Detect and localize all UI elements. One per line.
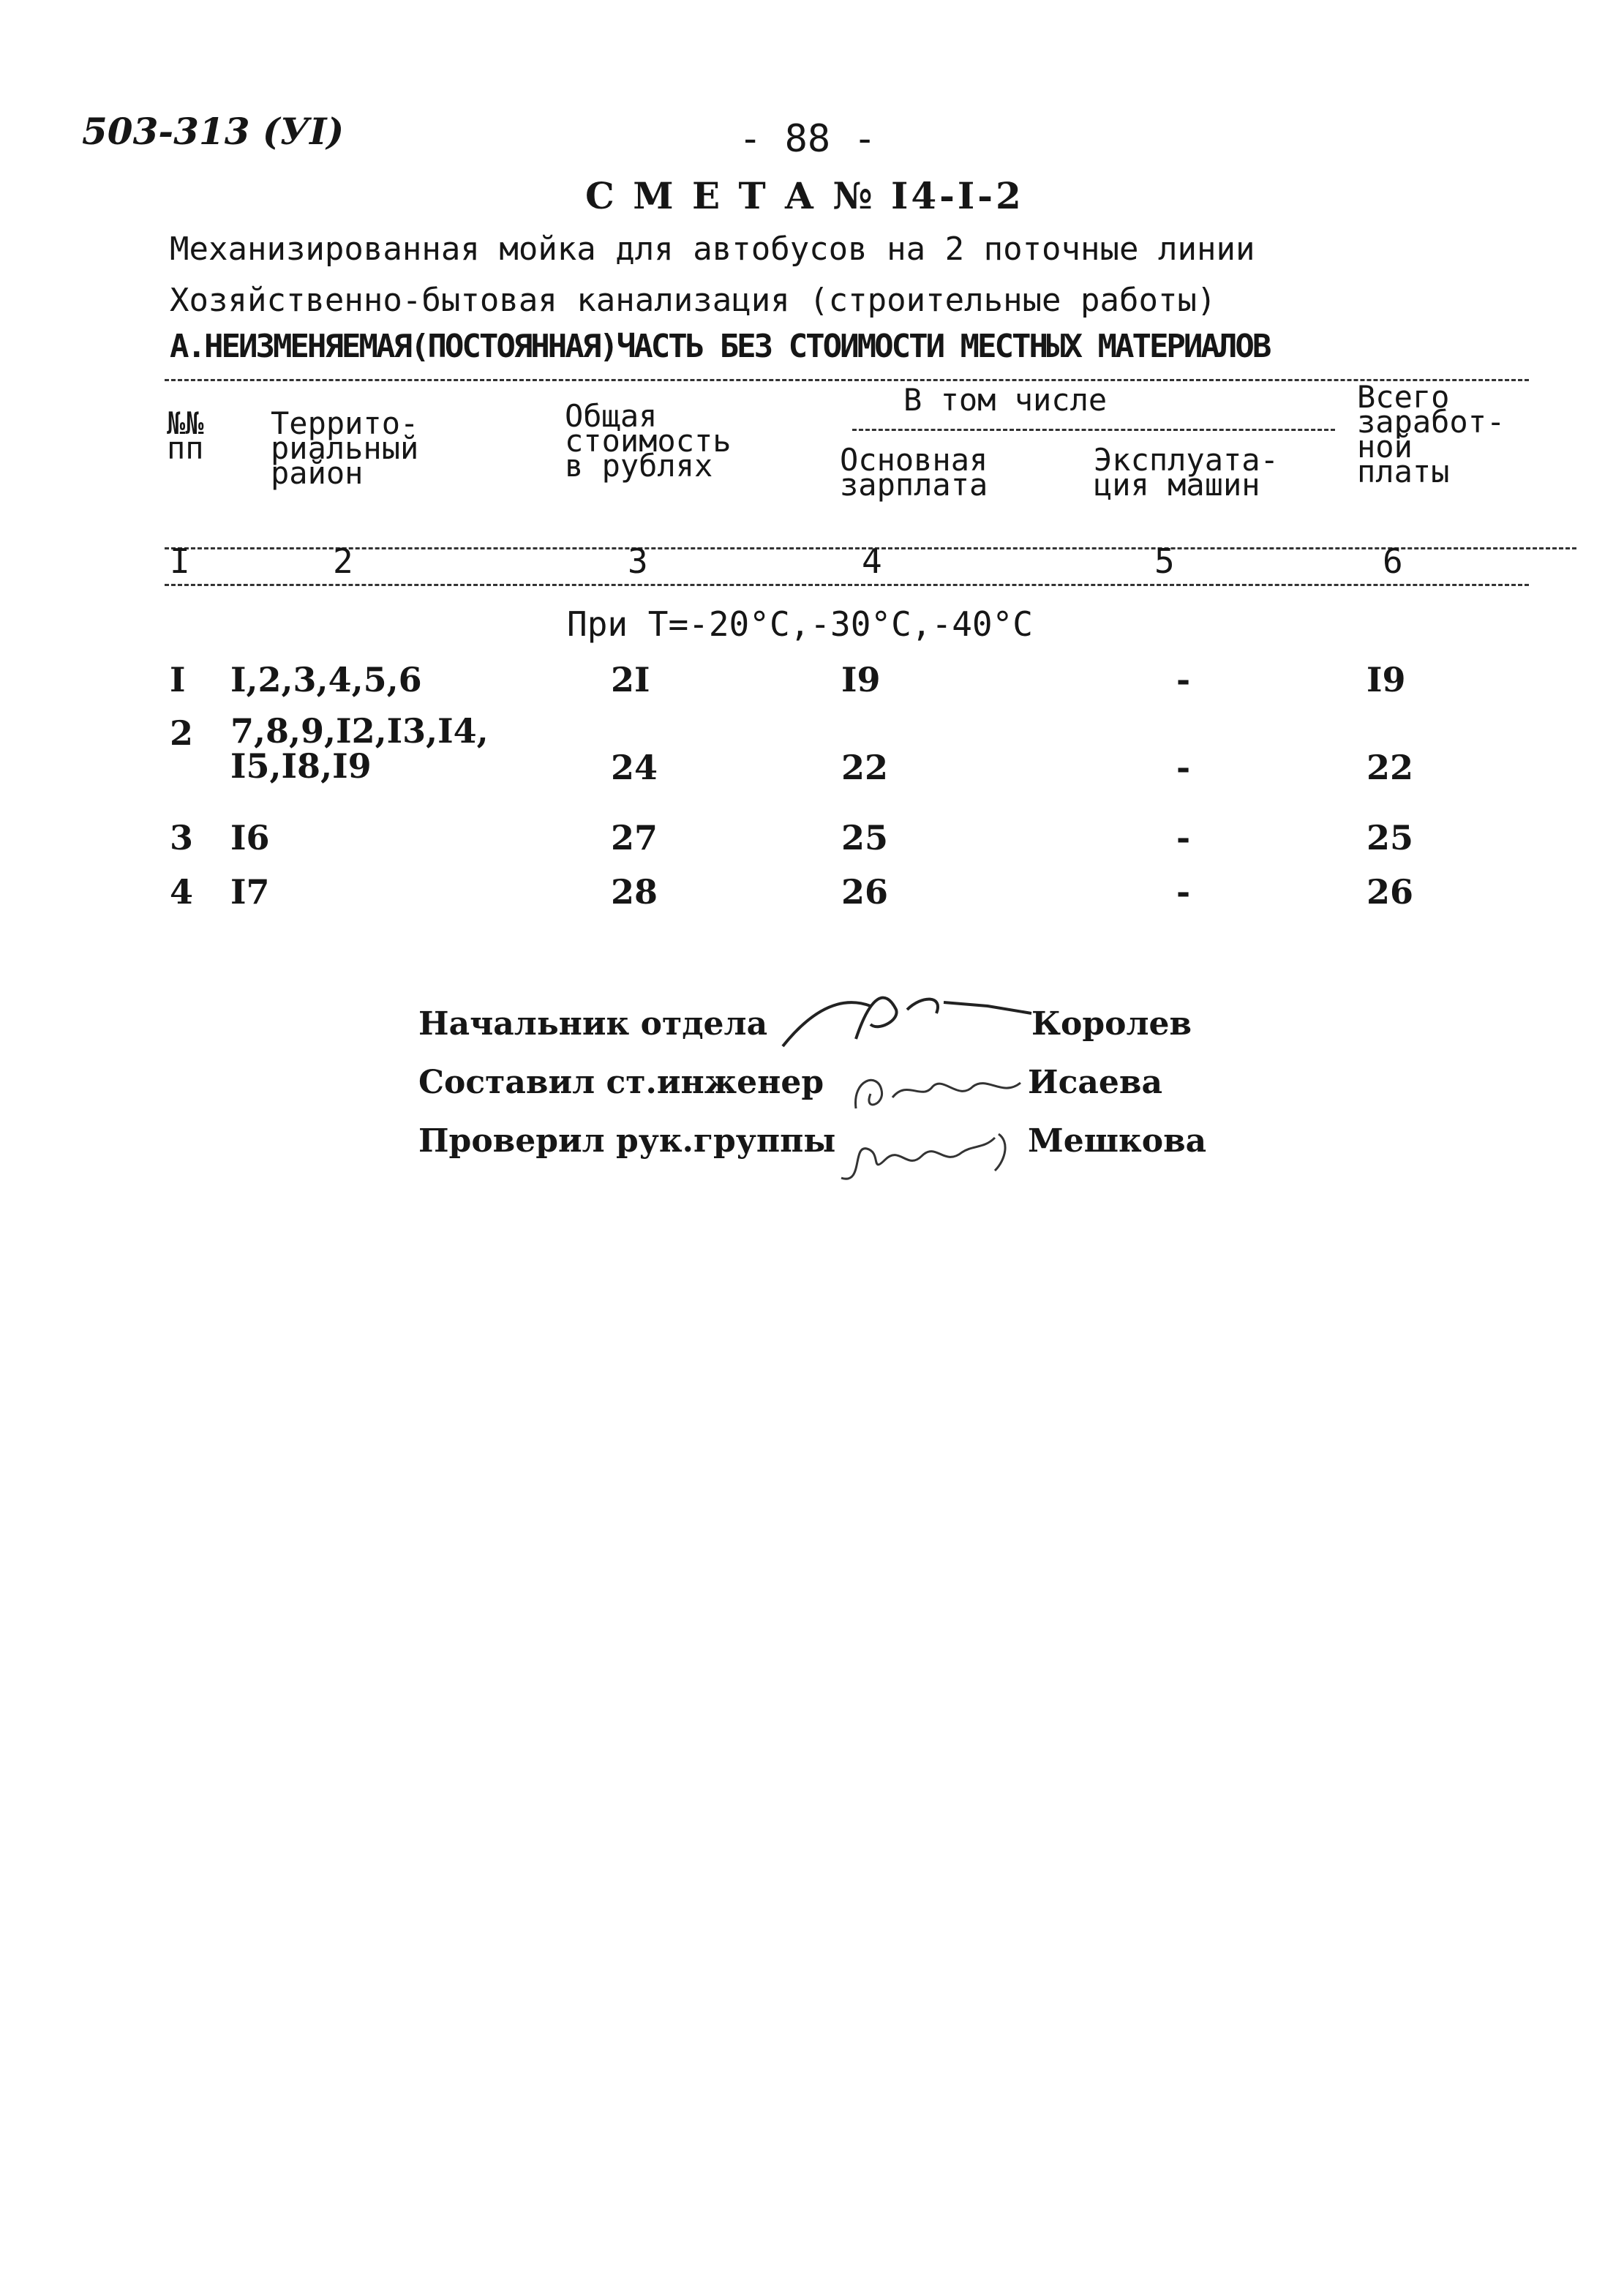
header-col-total: Общая стоимость в рублях [565, 398, 732, 484]
handwritten-signature [841, 1057, 1031, 1123]
header-col-salary: Основная зарплата [840, 442, 988, 503]
row-region: I6 [230, 818, 270, 857]
header-col-machines: Эксплуата- ция машин [1094, 442, 1279, 503]
row-total: 27 [611, 818, 658, 857]
row-salary: 25 [841, 818, 889, 857]
column-number: 4 [862, 541, 882, 581]
column-number: 3 [628, 541, 648, 581]
row-machines: - [1176, 748, 1191, 787]
header-col-number: №№ пп [167, 405, 204, 466]
signature-name: Исаева [1028, 1064, 1162, 1101]
page-number: - 88 - [739, 117, 876, 161]
row-region: I,2,3,4,5,6 [230, 660, 422, 699]
signature-role: Составил ст.инженер [418, 1064, 824, 1101]
temperature-condition: При T=-20°C,-30°C,-40°C [567, 604, 1033, 644]
document-ref-code: 503-313 (УI) [82, 110, 345, 153]
column-numbers-bottom-rule [165, 584, 1529, 586]
row-all-salary: 25 [1367, 818, 1414, 857]
column-number: I [170, 541, 190, 581]
section-title: А.НЕИЗМЕНЯЕМАЯ(ПОСТОЯННАЯ)ЧАСТЬ БЕЗ СТОИМОСТИ МЕСТНЫХ МАТЕРИАЛОВ [170, 328, 1270, 365]
row-all-salary: 26 [1367, 872, 1414, 912]
row-number: 3 [170, 818, 194, 857]
row-salary: I9 [841, 660, 881, 699]
work-type: Хозяйственно-бытовая канализация (строительные работы) [170, 282, 1217, 319]
handwritten-signature [827, 1116, 1024, 1189]
row-total: 24 [611, 748, 658, 787]
row-total: 2I [611, 660, 650, 699]
estimate-title: С М Е Т А № I4-I-2 [585, 174, 1024, 217]
object-name: Механизированная мойка для автобусов на 2 поточные линии [170, 230, 1255, 268]
row-machines: - [1176, 818, 1191, 857]
row-all-salary: 22 [1367, 748, 1414, 787]
row-machines: - [1176, 872, 1191, 912]
signature-name: Мешкова [1028, 1122, 1207, 1160]
header-col-all-salary: Всего заработ- ной платы [1357, 379, 1505, 489]
column-number: 5 [1154, 541, 1175, 581]
signature-name: Королев [1031, 1005, 1192, 1043]
row-total: 28 [611, 872, 658, 912]
column-number: 6 [1383, 541, 1403, 581]
row-region: 7,8,9,I2,I3,I4, I5,I8,I9 [230, 711, 489, 786]
header-col-region: Террито- риальный район [271, 405, 419, 491]
row-salary: 22 [841, 748, 889, 787]
row-region: I7 [230, 872, 270, 912]
row-number: I [170, 660, 186, 699]
header-group: В том числе [903, 382, 1108, 418]
signature-role: Начальник отдела [418, 1005, 768, 1043]
handwritten-signature [768, 980, 1031, 1061]
signature-role: Проверил рук.группы [418, 1122, 836, 1160]
group-rule [852, 429, 1335, 431]
row-all-salary: I9 [1367, 660, 1406, 699]
row-salary: 26 [841, 872, 889, 912]
header-top-rule [165, 379, 1529, 381]
row-machines: - [1176, 660, 1191, 699]
column-number: 2 [333, 541, 353, 581]
row-number: 2 [170, 713, 194, 753]
row-number: 4 [170, 872, 194, 912]
